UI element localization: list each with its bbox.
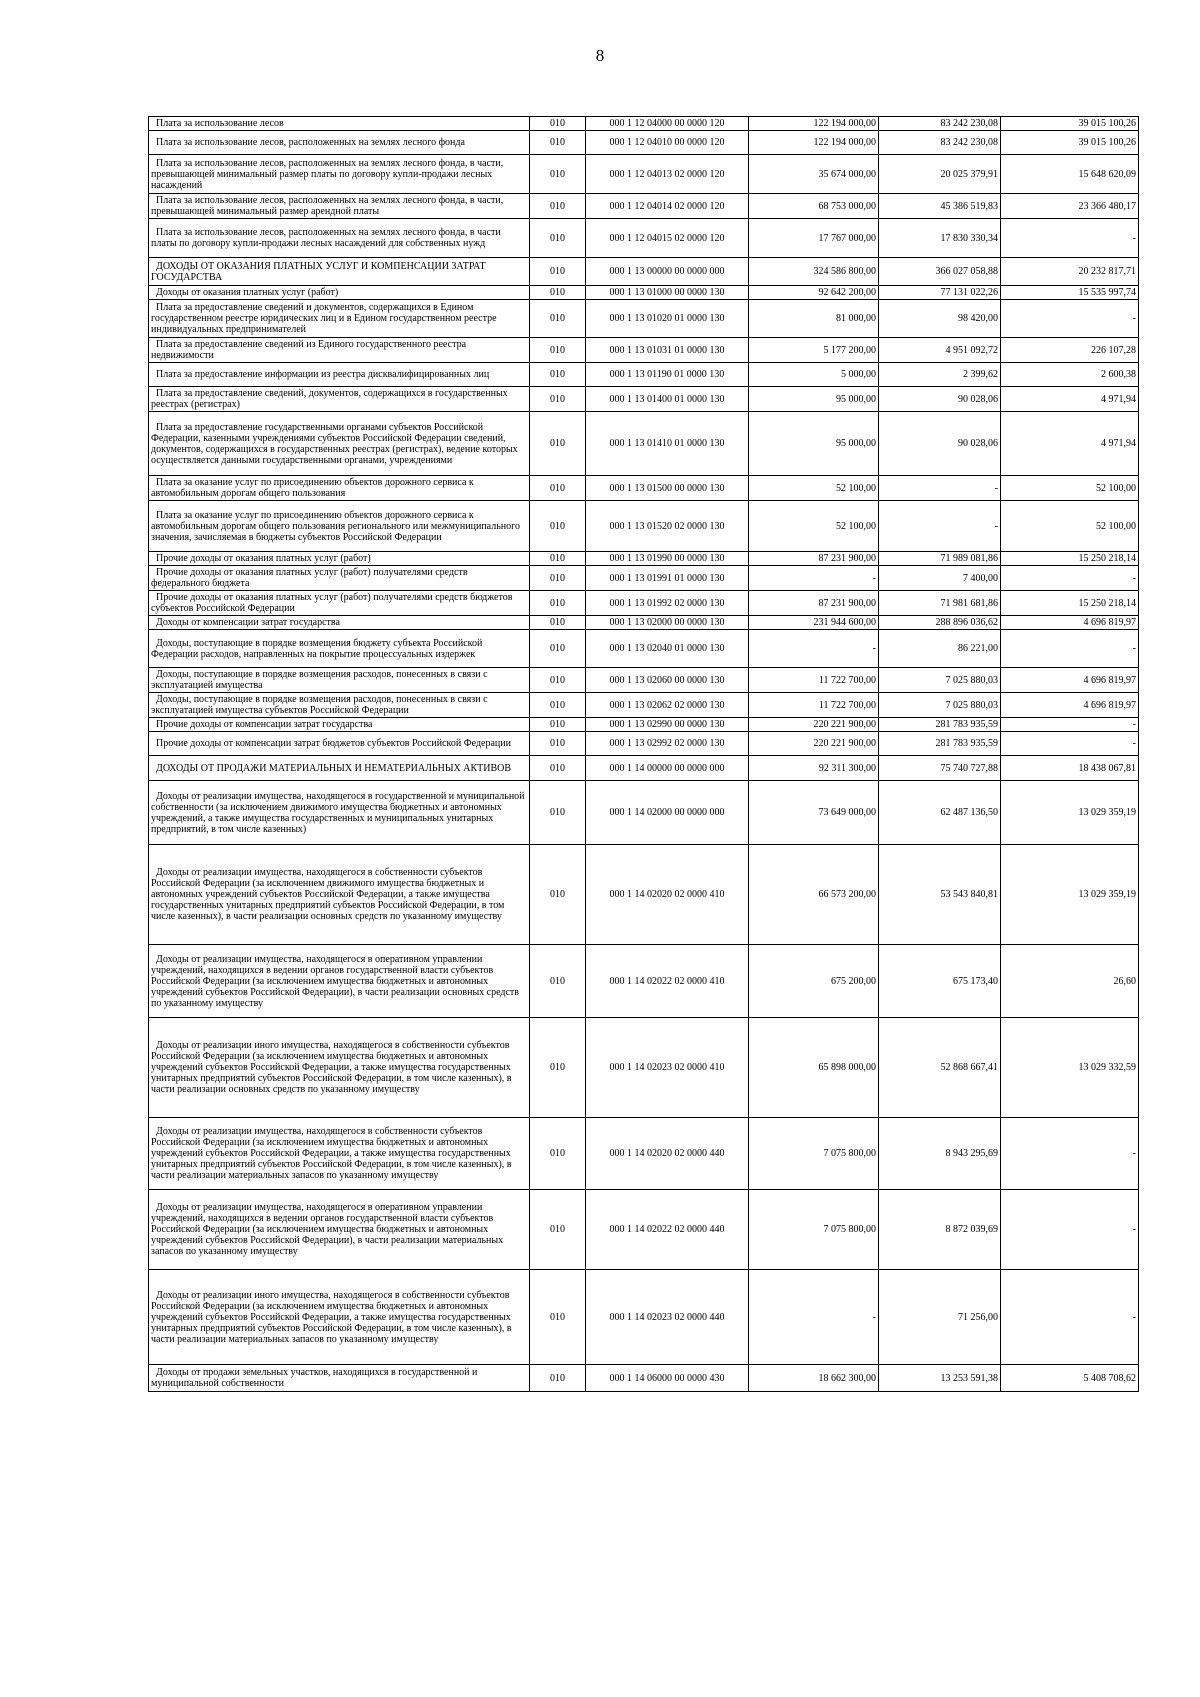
row-unexecuted-amount: - [1001, 1190, 1139, 1270]
table-row [149, 1270, 1139, 1365]
row-unexecuted-amount: - [1001, 566, 1139, 591]
row-budget-classification-code: 000 1 13 02040 01 0000 130 [586, 630, 749, 668]
revenue-table [148, 116, 1139, 1392]
row-line-code: 010 [530, 552, 586, 566]
row-executed-amount: 83 242 230,08 [879, 117, 1001, 131]
row-name: Доходы от реализации имущества, находящегося в собственности субъектов Российской Федерации (за исключением имущества бюджетных и автономных учреждений субъектов Российской Федерации, а также имущества государственных унитарных предприятий субъектов Российской Федерации, в том числе казенных), в части реализации материальных запасов по указанному имуществу [149, 1118, 530, 1190]
row-budget-classification-code: 000 1 13 01500 00 0000 130 [586, 476, 749, 501]
row-name: Плата за использование лесов, расположенных на землях лесного фонда [149, 131, 530, 155]
row-executed-amount: 366 027 058,88 [879, 258, 1001, 286]
row-approved-amount: 95 000,00 [749, 412, 879, 476]
row-budget-classification-code: 000 1 14 02000 00 0000 000 [586, 781, 749, 845]
row-budget-classification-code: 000 1 14 02022 02 0000 440 [586, 1190, 749, 1270]
row-executed-amount: 83 242 230,08 [879, 131, 1001, 155]
row-unexecuted-amount: 4 696 819,97 [1001, 693, 1139, 718]
table-row [149, 501, 1139, 552]
row-approved-amount: 81 000,00 [749, 300, 879, 338]
row-name: Прочие доходы от оказания платных услуг (работ) [149, 552, 530, 566]
table-row [149, 1365, 1139, 1392]
row-name: Прочие доходы от оказания платных услуг (работ) получателями средств федерального бюджета [149, 566, 530, 591]
table-row [149, 300, 1139, 338]
row-budget-classification-code: 000 1 12 04010 00 0000 120 [586, 131, 749, 155]
row-executed-amount: 98 420,00 [879, 300, 1001, 338]
page-number: 8 [595, 46, 605, 65]
row-name: Доходы от оказания платных услуг (работ) [149, 286, 530, 300]
row-budget-classification-code: 000 1 12 04014 02 0000 120 [586, 194, 749, 219]
row-approved-amount: 87 231 900,00 [749, 552, 879, 566]
row-line-code: 010 [530, 616, 586, 630]
row-name: Плата за использование лесов, расположенных на землях лесного фонда, в части, превышающей минимальный размер платы по договору купли-продажи лесных насаждений [149, 155, 530, 194]
row-unexecuted-amount: - [1001, 1270, 1139, 1365]
table-row [149, 756, 1139, 781]
row-approved-amount: 5 177 200,00 [749, 338, 879, 363]
table-row [149, 630, 1139, 668]
row-executed-amount: 71 256,00 [879, 1270, 1001, 1365]
row-approved-amount: 7 075 800,00 [749, 1118, 879, 1190]
table-row [149, 117, 1139, 131]
row-approved-amount: 220 221 900,00 [749, 718, 879, 732]
row-unexecuted-amount: - [1001, 630, 1139, 668]
row-unexecuted-amount: 13 029 359,19 [1001, 845, 1139, 945]
revenue-table-body [149, 117, 1139, 1392]
row-budget-classification-code: 000 1 14 06000 00 0000 430 [586, 1365, 749, 1392]
row-budget-classification-code: 000 1 13 02990 00 0000 130 [586, 718, 749, 732]
row-executed-amount: 4 951 092,72 [879, 338, 1001, 363]
row-name: Плата за предоставление сведений из Единого государственного реестра недвижимости [149, 338, 530, 363]
row-line-code: 010 [530, 258, 586, 286]
row-budget-classification-code: 000 1 13 00000 00 0000 000 [586, 258, 749, 286]
row-line-code: 010 [530, 1118, 586, 1190]
row-name: Плата за оказание услуг по присоединению объектов дорожного сервиса к автомобильным дорогам общего пользования [149, 476, 530, 501]
row-unexecuted-amount: - [1001, 300, 1139, 338]
row-name: Доходы, поступающие в порядке возмещения бюджету субъекта Российской Федерации расходов, направленных на покрытие процессуальных издержек [149, 630, 530, 668]
row-approved-amount: 66 573 200,00 [749, 845, 879, 945]
row-executed-amount: 281 783 935,59 [879, 718, 1001, 732]
row-executed-amount: 675 173,40 [879, 945, 1001, 1018]
row-name: Доходы от реализации иного имущества, находящегося в собственности субъектов Российской Федерации (за исключением имущества бюджетных и автономных учреждений субъектов Российской Федерации, а также имущества государственных унитарных предприятий субъектов Российской Федерации, в том числе казенных), в части реализации материальных запасов по указанному имуществу [149, 1270, 530, 1365]
row-line-code: 010 [530, 781, 586, 845]
row-line-code: 010 [530, 412, 586, 476]
row-line-code: 010 [530, 756, 586, 781]
row-executed-amount: 62 487 136,50 [879, 781, 1001, 845]
table-row [149, 286, 1139, 300]
row-unexecuted-amount: 2 600,38 [1001, 363, 1139, 387]
row-approved-amount: 122 194 000,00 [749, 117, 879, 131]
row-approved-amount: 92 311 300,00 [749, 756, 879, 781]
table-row [149, 693, 1139, 718]
row-executed-amount: 86 221,00 [879, 630, 1001, 668]
row-unexecuted-amount: 4 696 819,97 [1001, 616, 1139, 630]
row-line-code: 010 [530, 300, 586, 338]
row-budget-classification-code: 000 1 13 01410 01 0000 130 [586, 412, 749, 476]
row-approved-amount: 52 100,00 [749, 501, 879, 552]
row-name: ДОХОДЫ ОТ ОКАЗАНИЯ ПЛАТНЫХ УСЛУГ И КОМПЕНСАЦИИ ЗАТРАТ ГОСУДАРСТВА [149, 258, 530, 286]
row-executed-amount: - [879, 476, 1001, 501]
row-approved-amount: 231 944 600,00 [749, 616, 879, 630]
row-unexecuted-amount: 15 250 218,14 [1001, 552, 1139, 566]
row-approved-amount: 92 642 200,00 [749, 286, 879, 300]
row-name: Плата за предоставление информации из реестра дисквалифицированных лиц [149, 363, 530, 387]
row-line-code: 010 [530, 117, 586, 131]
row-budget-classification-code: 000 1 13 01000 00 0000 130 [586, 286, 749, 300]
row-unexecuted-amount: 4 696 819,97 [1001, 668, 1139, 693]
table-row [149, 552, 1139, 566]
row-budget-classification-code: 000 1 13 02992 02 0000 130 [586, 732, 749, 756]
row-line-code: 010 [530, 566, 586, 591]
row-name: Доходы от реализации иного имущества, находящегося в собственности субъектов Российской Федерации (за исключением имущества бюджетных и автономных учреждений субъектов Российской Федерации, а также имущества государственных унитарных предприятий субъектов Российской Федерации, в том числе казенных), в части реализации основных средств по указанному имуществу [149, 1018, 530, 1118]
row-line-code: 010 [530, 945, 586, 1018]
row-line-code: 010 [530, 693, 586, 718]
row-unexecuted-amount: 26,60 [1001, 945, 1139, 1018]
table-row [149, 131, 1139, 155]
row-approved-amount: 5 000,00 [749, 363, 879, 387]
row-budget-classification-code: 000 1 13 01400 01 0000 130 [586, 387, 749, 412]
row-line-code: 010 [530, 668, 586, 693]
row-name: Плата за использование лесов [149, 117, 530, 131]
row-name: Прочие доходы от оказания платных услуг (работ) получателями средств бюджетов субъектов Российской Федерации [149, 591, 530, 616]
row-line-code: 010 [530, 219, 586, 258]
table-row [149, 1190, 1139, 1270]
table-row [149, 219, 1139, 258]
row-unexecuted-amount: 39 015 100,26 [1001, 131, 1139, 155]
table-row [149, 781, 1139, 845]
row-line-code: 010 [530, 476, 586, 501]
row-line-code: 010 [530, 845, 586, 945]
row-executed-amount: 71 989 081,86 [879, 552, 1001, 566]
row-name: Плата за использование лесов, расположенных на землях лесного фонда, в части платы по договору купли-продажи лесных насаждений для собственных нужд [149, 219, 530, 258]
table-row [149, 387, 1139, 412]
row-unexecuted-amount: 15 250 218,14 [1001, 591, 1139, 616]
row-approved-amount: 7 075 800,00 [749, 1190, 879, 1270]
row-approved-amount: 73 649 000,00 [749, 781, 879, 845]
row-executed-amount: 71 981 681,86 [879, 591, 1001, 616]
row-approved-amount: 11 722 700,00 [749, 668, 879, 693]
row-budget-classification-code: 000 1 13 02000 00 0000 130 [586, 616, 749, 630]
row-budget-classification-code: 000 1 13 02062 02 0000 130 [586, 693, 749, 718]
row-budget-classification-code: 000 1 13 01031 01 0000 130 [586, 338, 749, 363]
row-executed-amount: 281 783 935,59 [879, 732, 1001, 756]
row-budget-classification-code: 000 1 14 02023 02 0000 410 [586, 1018, 749, 1118]
row-approved-amount: 675 200,00 [749, 945, 879, 1018]
row-budget-classification-code: 000 1 13 01190 01 0000 130 [586, 363, 749, 387]
table-row [149, 732, 1139, 756]
row-budget-classification-code: 000 1 13 01991 01 0000 130 [586, 566, 749, 591]
row-line-code: 010 [530, 363, 586, 387]
row-executed-amount: 90 028,06 [879, 412, 1001, 476]
row-line-code: 010 [530, 630, 586, 668]
row-executed-amount: 7 025 880,03 [879, 693, 1001, 718]
table-row [149, 591, 1139, 616]
row-budget-classification-code: 000 1 14 00000 00 0000 000 [586, 756, 749, 781]
row-name: Прочие доходы от компенсации затрат бюджетов субъектов Российской Федерации [149, 732, 530, 756]
row-approved-amount: 220 221 900,00 [749, 732, 879, 756]
row-executed-amount: 7 400,00 [879, 566, 1001, 591]
row-executed-amount: 13 253 591,38 [879, 1365, 1001, 1392]
table-row [149, 194, 1139, 219]
row-unexecuted-amount: 15 535 997,74 [1001, 286, 1139, 300]
row-executed-amount: 8 943 295,69 [879, 1118, 1001, 1190]
table-row [149, 155, 1139, 194]
row-budget-classification-code: 000 1 14 02022 02 0000 410 [586, 945, 749, 1018]
row-line-code: 010 [530, 194, 586, 219]
table-row [149, 476, 1139, 501]
row-approved-amount: - [749, 566, 879, 591]
row-unexecuted-amount: - [1001, 1118, 1139, 1190]
row-unexecuted-amount: 52 100,00 [1001, 501, 1139, 552]
row-budget-classification-code: 000 1 13 01520 02 0000 130 [586, 501, 749, 552]
row-approved-amount: 95 000,00 [749, 387, 879, 412]
row-unexecuted-amount: 39 015 100,26 [1001, 117, 1139, 131]
table-row [149, 616, 1139, 630]
row-executed-amount: 20 025 379,91 [879, 155, 1001, 194]
row-name: Доходы от продажи земельных участков, находящихся в государственной и муниципальной собственности [149, 1365, 530, 1392]
row-name: Доходы от реализации имущества, находящегося в собственности субъектов Российской Федерации (за исключением движимого имущества бюджетных и автономных учреждений субъектов Российской Федерации, а также имущества государственных унитарных предприятий субъектов Российской Федерации, в том числе казенных), в части реализации основных средств по указанному имуществу [149, 845, 530, 945]
row-executed-amount: 77 131 022,26 [879, 286, 1001, 300]
row-line-code: 010 [530, 1190, 586, 1270]
row-unexecuted-amount: 13 029 332,59 [1001, 1018, 1139, 1118]
row-executed-amount: - [879, 501, 1001, 552]
row-line-code: 010 [530, 131, 586, 155]
row-unexecuted-amount: - [1001, 732, 1139, 756]
row-budget-classification-code: 000 1 14 02020 02 0000 440 [586, 1118, 749, 1190]
row-executed-amount: 17 830 330,34 [879, 219, 1001, 258]
table-row [149, 945, 1139, 1018]
row-line-code: 010 [530, 387, 586, 412]
table-row [149, 258, 1139, 286]
row-unexecuted-amount: 4 971,94 [1001, 387, 1139, 412]
row-executed-amount: 7 025 880,03 [879, 668, 1001, 693]
table-row [149, 338, 1139, 363]
row-name: Доходы, поступающие в порядке возмещения расходов, понесенных в связи с эксплуатацией имущества субъектов Российской Федерации [149, 693, 530, 718]
table-row [149, 566, 1139, 591]
row-name: Доходы, поступающие в порядке возмещения расходов, понесенных в связи с эксплуатацией имущества [149, 668, 530, 693]
row-budget-classification-code: 000 1 13 01020 01 0000 130 [586, 300, 749, 338]
row-line-code: 010 [530, 155, 586, 194]
row-approved-amount: 11 722 700,00 [749, 693, 879, 718]
row-name: ДОХОДЫ ОТ ПРОДАЖИ МАТЕРИАЛЬНЫХ И НЕМАТЕРИАЛЬНЫХ АКТИВОВ [149, 756, 530, 781]
row-budget-classification-code: 000 1 14 02020 02 0000 410 [586, 845, 749, 945]
row-approved-amount: 52 100,00 [749, 476, 879, 501]
row-approved-amount: 324 586 800,00 [749, 258, 879, 286]
row-line-code: 010 [530, 591, 586, 616]
row-executed-amount: 52 868 667,41 [879, 1018, 1001, 1118]
row-approved-amount: 87 231 900,00 [749, 591, 879, 616]
table-row [149, 845, 1139, 945]
row-line-code: 010 [530, 1270, 586, 1365]
row-executed-amount: 2 399,62 [879, 363, 1001, 387]
table-row [149, 718, 1139, 732]
row-approved-amount: - [749, 1270, 879, 1365]
row-unexecuted-amount: 4 971,94 [1001, 412, 1139, 476]
row-name: Плата за предоставление сведений, документов, содержащихся в государственных реестрах (регистрах) [149, 387, 530, 412]
row-name: Доходы от реализации имущества, находящегося в оперативном управлении учреждений, находящихся в ведении органов государственной власти субъектов Российской Федерации (за исключением имущества бюджетных и автономных учреждений субъектов Российской Федерации), в части реализации материальных запасов по указанному имуществу [149, 1190, 530, 1270]
row-executed-amount: 288 896 036,62 [879, 616, 1001, 630]
table-row [149, 412, 1139, 476]
row-unexecuted-amount: 226 107,28 [1001, 338, 1139, 363]
row-budget-classification-code: 000 1 12 04015 02 0000 120 [586, 219, 749, 258]
row-approved-amount: 18 662 300,00 [749, 1365, 879, 1392]
table-row [149, 363, 1139, 387]
row-executed-amount: 53 543 840,81 [879, 845, 1001, 945]
row-line-code: 010 [530, 732, 586, 756]
row-approved-amount: 65 898 000,00 [749, 1018, 879, 1118]
row-budget-classification-code: 000 1 13 01992 02 0000 130 [586, 591, 749, 616]
row-approved-amount: - [749, 630, 879, 668]
row-unexecuted-amount: - [1001, 219, 1139, 258]
row-executed-amount: 45 386 519,83 [879, 194, 1001, 219]
row-line-code: 010 [530, 718, 586, 732]
row-unexecuted-amount: 18 438 067,81 [1001, 756, 1139, 781]
row-executed-amount: 8 872 039,69 [879, 1190, 1001, 1270]
row-name: Плата за оказание услуг по присоединению объектов дорожного сервиса к автомобильным дорогам общего пользования регионального или межмуниципального значения, зачисляемая в бюджеты субъектов Российской Федерации [149, 501, 530, 552]
table-row [149, 1118, 1139, 1190]
row-budget-classification-code: 000 1 13 02060 00 0000 130 [586, 668, 749, 693]
row-name: Прочие доходы от компенсации затрат государства [149, 718, 530, 732]
row-unexecuted-amount: 20 232 817,71 [1001, 258, 1139, 286]
table-row [149, 668, 1139, 693]
row-line-code: 010 [530, 286, 586, 300]
row-unexecuted-amount: 23 366 480,17 [1001, 194, 1139, 219]
row-unexecuted-amount: 52 100,00 [1001, 476, 1139, 501]
row-budget-classification-code: 000 1 12 04000 00 0000 120 [586, 117, 749, 131]
row-name: Плата за предоставление сведений и документов, содержащихся в Едином государственном реестре юридических лиц и в Едином государственном реестре индивидуальных предпринимателей [149, 300, 530, 338]
row-unexecuted-amount: 15 648 620,09 [1001, 155, 1139, 194]
row-budget-classification-code: 000 1 12 04013 02 0000 120 [586, 155, 749, 194]
row-line-code: 010 [530, 338, 586, 363]
row-budget-classification-code: 000 1 13 01990 00 0000 130 [586, 552, 749, 566]
row-line-code: 010 [530, 1365, 586, 1392]
row-name: Доходы от реализации имущества, находящегося в оперативном управлении учреждений, находящихся в ведении органов государственной власти субъектов Российской Федерации (за исключением имущества бюджетных и автономных учреждений субъектов Российской Федерации), в части реализации основных средств по указанному имуществу [149, 945, 530, 1018]
row-unexecuted-amount: 13 029 359,19 [1001, 781, 1139, 845]
row-line-code: 010 [530, 501, 586, 552]
row-line-code: 010 [530, 1018, 586, 1118]
row-name: Плата за использование лесов, расположенных на землях лесного фонда, в части, превышающей минимальный размер арендной платы [149, 194, 530, 219]
row-budget-classification-code: 000 1 14 02023 02 0000 440 [586, 1270, 749, 1365]
row-approved-amount: 122 194 000,00 [749, 131, 879, 155]
row-executed-amount: 75 740 727,88 [879, 756, 1001, 781]
table-row [149, 1018, 1139, 1118]
row-name: Плата за предоставление государственными органами субъектов Российской Федерации, казенными учреждениями субъектов Российской Федерации сведений, документов, содержащихся в государственных реестрах (регистрах), ведение которых осуществляется данными государственными органами, учреждениями [149, 412, 530, 476]
row-name: Доходы от реализации имущества, находящегося в государственной и муниципальной собственности (за исключением движимого имущества бюджетных и автономных учреждений, а также имущества государственных и муниципальных унитарных предприятий, в том числе казенных) [149, 781, 530, 845]
row-executed-amount: 90 028,06 [879, 387, 1001, 412]
row-approved-amount: 68 753 000,00 [749, 194, 879, 219]
row-name: Доходы от компенсации затрат государства [149, 616, 530, 630]
row-approved-amount: 35 674 000,00 [749, 155, 879, 194]
row-approved-amount: 17 767 000,00 [749, 219, 879, 258]
row-unexecuted-amount: - [1001, 718, 1139, 732]
row-unexecuted-amount: 5 408 708,62 [1001, 1365, 1139, 1392]
